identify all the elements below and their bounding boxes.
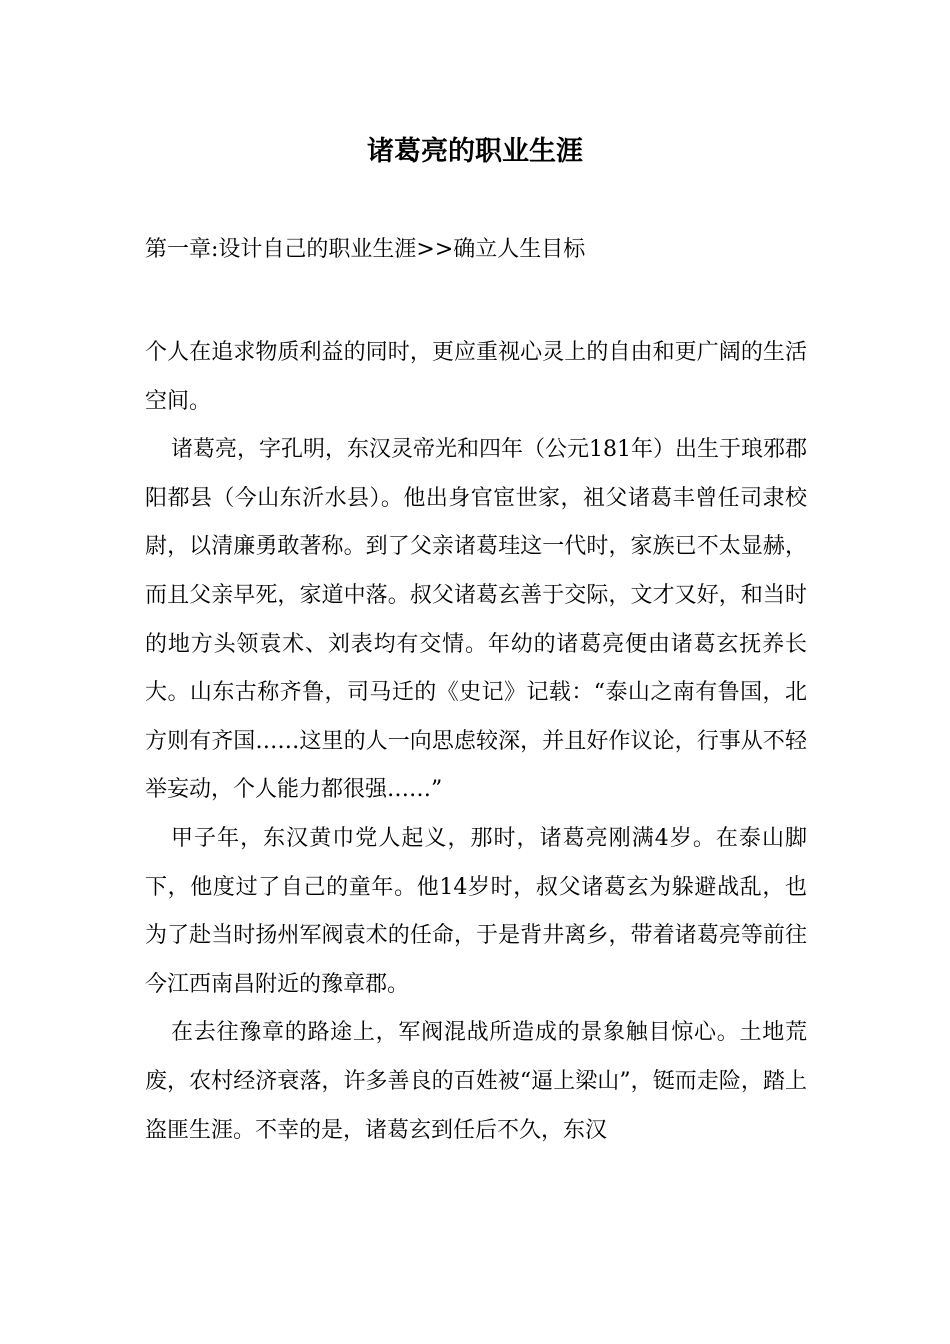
paragraph: 甲子年，东汉黄巾党人起义，那时，诸葛亮刚满4岁。在泰山脚下，他度过了自己的童年。他14岁时，叔父诸葛玄为躲避战乱，也为了赴当时扬州军阀袁术的任命，于是背井离乡，带着诸葛亮等前往今江西南昌附近的豫章郡。 <box>145 825 807 997</box>
document-body <box>145 329 807 1155</box>
paragraph: 在去往豫章的路途上，军阀混战所造成的景象触目惊心。土地荒废，农村经济衰落，许多善良的百姓被“逼上梁山”，铤而走险，踏上盗匪生涯。不幸的是，诸葛玄到任后不久，东汉 <box>145 1020 807 1143</box>
paragraph: 个人在追求物质利益的同时，更应重视心灵上的自由和更广阔的生活空间。 <box>145 340 807 414</box>
chapter-heading: 第一章:设计自己的职业生涯>>确立人生目标 <box>145 237 586 262</box>
paragraph: 诸葛亮，字孔明，东汉灵帝光和四年（公元181年）出生于琅邪郡阳都县（今山东沂水县）。他出身官宦世家，祖父诸葛丰曾任司隶校尉，以清廉勇敢著称。到了父亲诸葛珪这一代时，家族已不太显赫，而且父亲早死，家道中落。叔父诸葛玄善于交际，文才又好，和当时的地方头领袁术、刘表均有交情。年幼的诸葛亮便由诸葛玄抚养长大。山东古称齐鲁，司马迁的《史记》记载：“泰山之南有鲁国，北方则有齐国……这里的人一向思虑较深，并且好作议论，行事从不轻举妄动，个人能力都很强……” <box>145 437 807 803</box>
document-title: 诸葛亮的职业生涯 <box>367 136 583 167</box>
